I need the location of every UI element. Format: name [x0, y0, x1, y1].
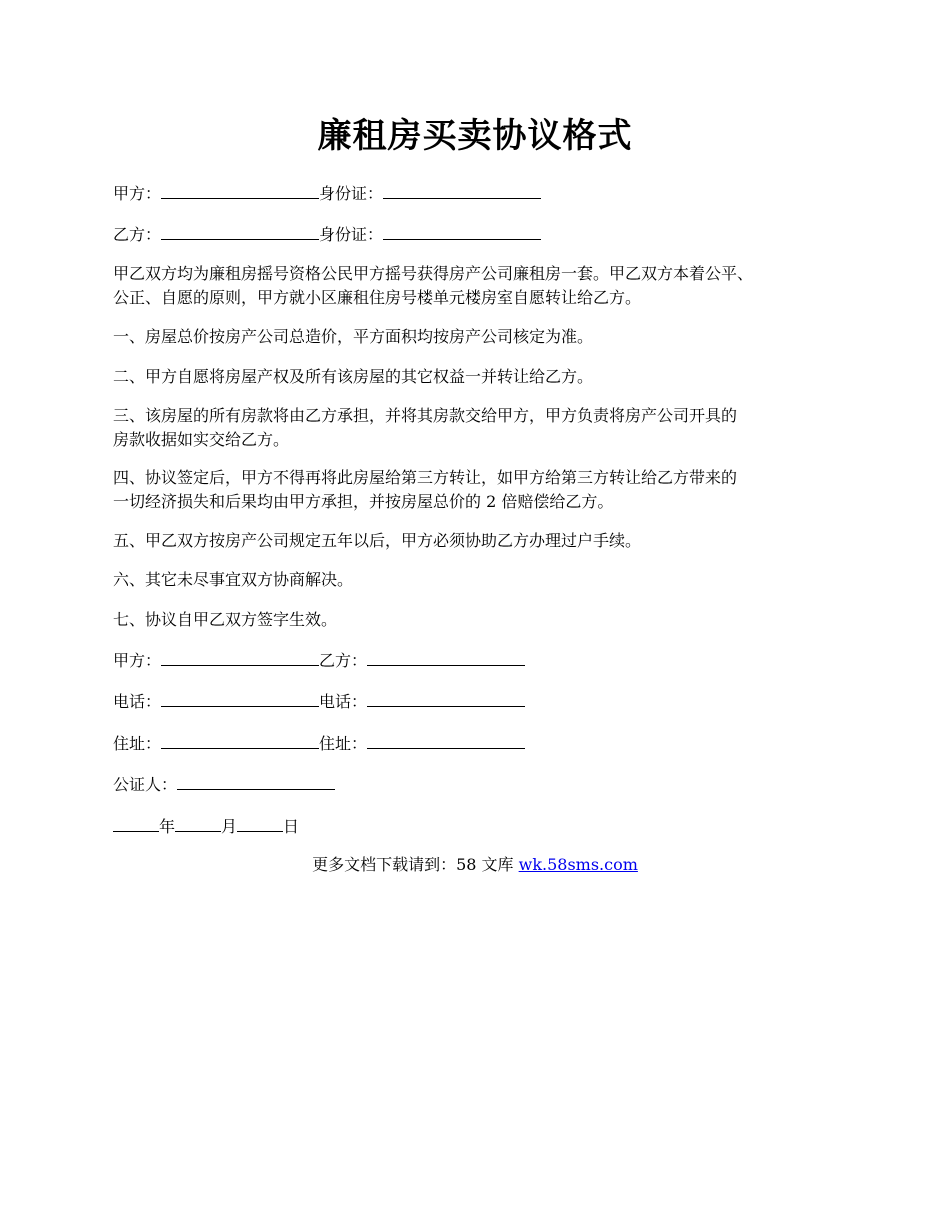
- day-label: 日: [283, 817, 300, 836]
- clause-3-line-2: 房款收据如实交给乙方。: [113, 430, 290, 449]
- clause-4-line-1: 四、协议签定后，甲方不得再将此房屋给第三方转让，如甲方给第三方转让给乙方带来的: [113, 468, 738, 487]
- signature-line: [113, 648, 853, 673]
- notary-label: 公证人：: [113, 775, 178, 794]
- intro-paragraph: [113, 262, 853, 310]
- day-blank[interactable]: [237, 814, 283, 832]
- month-label: 月: [221, 817, 238, 836]
- document-title: 廉租房买卖协议格式: [317, 116, 633, 156]
- clause-4-line-2: 一切经济损失和后果均由甲方承担，并按房屋总价的 2 倍赔偿给乙方。: [113, 492, 614, 511]
- month-blank[interactable]: [175, 814, 221, 832]
- date-line: [113, 814, 853, 839]
- party-a-id-label: 身份证：: [319, 184, 384, 203]
- clause-5: 五、甲乙双方按房产公司规定五年以后，甲方必须协助乙方办理过户手续。: [113, 531, 642, 550]
- address-label-a: 住址：: [113, 734, 162, 753]
- address-label-b: 住址：: [319, 734, 368, 753]
- phone-label-a: 电话：: [113, 692, 162, 711]
- footer-link[interactable]: wk.58sms.com: [518, 855, 638, 874]
- phone-b-blank[interactable]: [367, 689, 525, 707]
- year-label: 年: [159, 817, 176, 836]
- party-b-label: 乙方：: [113, 225, 162, 244]
- address-b-blank[interactable]: [367, 731, 525, 749]
- footer-text: 更多文档下载请到：58 文库: [312, 855, 519, 874]
- party-b-name-blank[interactable]: [161, 222, 319, 240]
- notary-blank[interactable]: [177, 772, 335, 790]
- phone-a-blank[interactable]: [161, 689, 319, 707]
- party-b-id-blank[interactable]: [383, 222, 541, 240]
- notary-line: [113, 772, 853, 797]
- clause-6: 六、其它未尽事宜双方协商解决。: [113, 570, 354, 589]
- party-b-line: [113, 222, 853, 247]
- intro-line-2: 公正、自愿的原则，甲方就小区廉租住房号楼单元楼房室自愿转让给乙方。: [113, 288, 642, 307]
- sign-party-b-blank[interactable]: [367, 648, 525, 666]
- clause-3-line-1: 三、该房屋的所有房款将由乙方承担，并将其房款交给甲方，甲方负责将房产公司开具的: [113, 406, 738, 425]
- clause-1: 一、房屋总价按房产公司总造价，平方面积均按房产公司核定为准。: [113, 327, 594, 346]
- party-a-line: [113, 181, 853, 206]
- party-a-id-blank[interactable]: [383, 181, 541, 199]
- party-b-id-label: 身份证：: [319, 225, 384, 244]
- phone-label-b: 电话：: [319, 692, 368, 711]
- address-line: [113, 731, 853, 756]
- party-a-name-blank[interactable]: [161, 181, 319, 199]
- phone-line: [113, 689, 853, 714]
- clause-2: 二、甲方自愿将房屋产权及所有该房屋的其它权益一并转让给乙方。: [113, 367, 594, 386]
- clause-7: 七、协议自甲乙双方签字生效。: [113, 610, 338, 629]
- year-blank[interactable]: [113, 814, 159, 832]
- clause-4: [113, 466, 853, 514]
- sign-party-b-label: 乙方：: [319, 651, 368, 670]
- clause-3: [113, 404, 853, 452]
- party-a-label: 甲方：: [113, 184, 162, 203]
- address-a-blank[interactable]: [161, 731, 319, 749]
- intro-line-1: 甲乙双方均为廉租房摇号资格公民甲方摇号获得房产公司廉租房一套。甲乙双方本着公平、: [113, 264, 754, 283]
- sign-party-a-blank[interactable]: [161, 648, 319, 666]
- sign-party-a-label: 甲方：: [113, 651, 162, 670]
- footer: [0, 853, 950, 877]
